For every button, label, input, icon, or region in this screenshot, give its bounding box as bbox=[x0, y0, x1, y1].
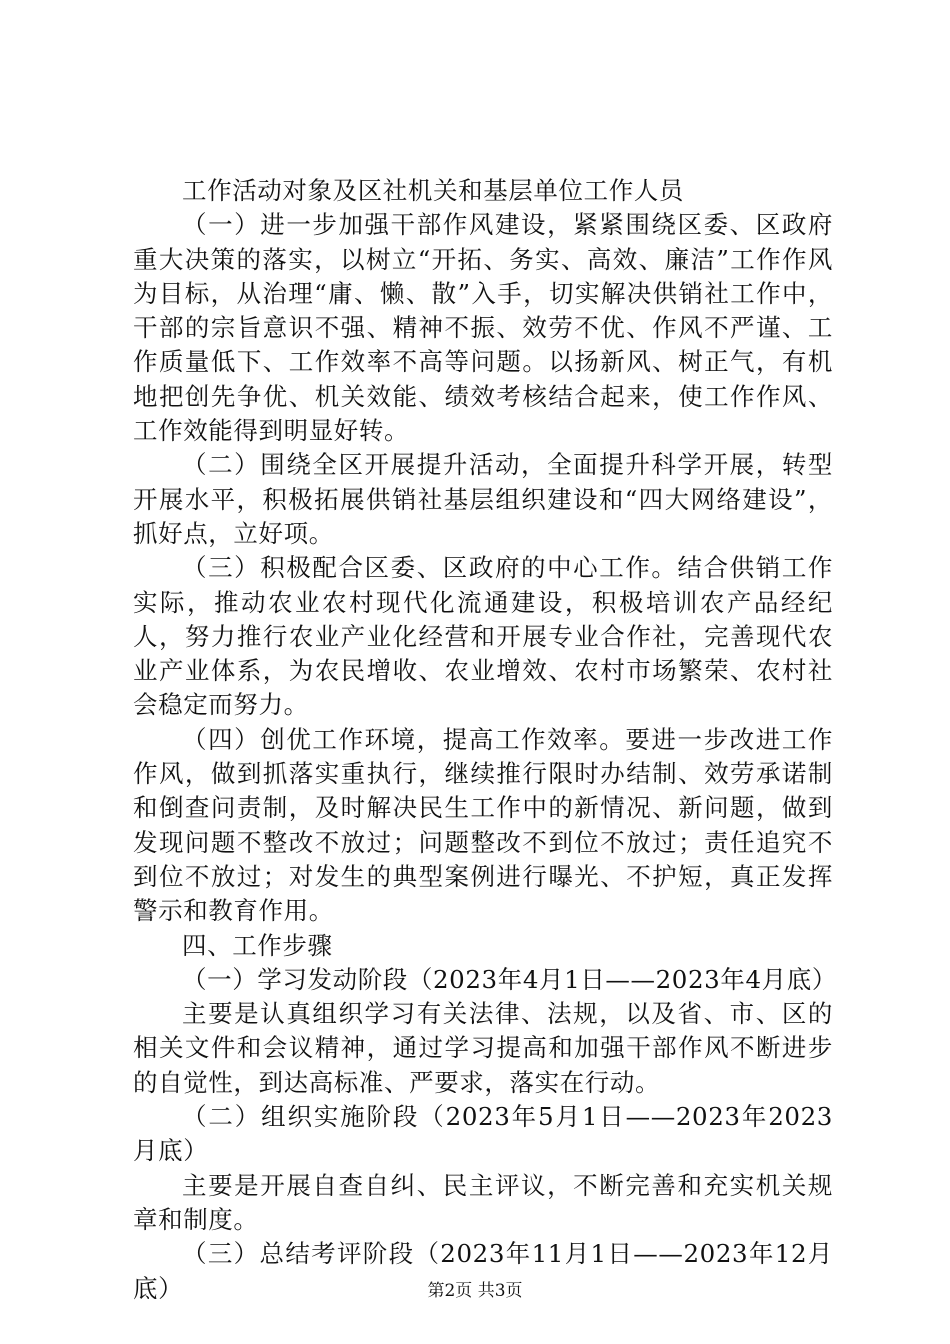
paragraph-work-targets: 工作活动对象及区社机关和基层单位工作人员 bbox=[182, 176, 684, 205]
step-1-heading: （一）学习发动阶段（2023年4月1日——2023年4月底） bbox=[182, 964, 837, 994]
step-2-heading: （二）组织实施阶段（2023年5月1日——2023年2023月底） bbox=[133, 1102, 833, 1166]
step-1-description: 主要是认真组织学习有关法律、法规，以及省、市、区的相关文件和会议精神，通过学习提高和加强干部作风不断进步的自觉性，到达高标准、严要求，落实在行动。 bbox=[133, 999, 833, 1097]
paragraph-item-3: （三）积极配合区委、区政府的中心工作。结合供销工作实际，推动农业农村现代化流通建设，积极培训农产品经纪人，努力推行农业产业化经营和开展专业合作社，完善现代农业产业体系，为农民增收、农业增效、农村市场繁荣、农村社会稳定而努力。 bbox=[133, 553, 833, 720]
paragraph-item-4: （四）创优工作环境，提高工作效率。要进一步改进工作作风，做到抓落实重执行，继续推行限时办结制、效劳承诺制和倒查问责制，及时解决民生工作中的新情况、新问题，做到发现问题不整改不放过；问题整改不到位不放过；责任追究不到位不放过；对发生的典型案例进行曝光、不护短，真正发挥警示和教育作用。 bbox=[133, 724, 833, 926]
paragraph-item-2: （二）围绕全区开展提升活动，全面提升科学开展，转型开展水平，积极拓展供销社基层组织建设和“四大网络建设”，抓好点，立好项。 bbox=[133, 450, 833, 548]
step-2-description: 主要是开展自查自纠、民主评议，不断完善和充实机关规章和制度。 bbox=[133, 1170, 833, 1234]
page-footer: 第2页 共3页 bbox=[427, 1281, 523, 1301]
section-heading-work-steps: 四、工作步骤 bbox=[182, 930, 333, 960]
step-3-heading: （三）总结考评阶段（2023年11月1日——2023年12月底） bbox=[133, 1239, 833, 1303]
document-body bbox=[133, 174, 837, 1306]
paragraph-item-1: （一）进一步加强干部作风建设，紧紧围绕区委、区政府重大决策的落实，以树立“开拓、务实、高效、廉洁”工作作风为目标，从治理“庸、懒、散”入手，切实解决供销社工作中，干部的宗旨意识不强、精神不振、效劳不优、作风不严谨、工作质量低下、工作效率不高等问题。以扬新风、树正气，有机地把创先争优、机关效能、绩效考核结合起来，使工作作风、工作效能得到明显好转。 bbox=[133, 210, 833, 446]
